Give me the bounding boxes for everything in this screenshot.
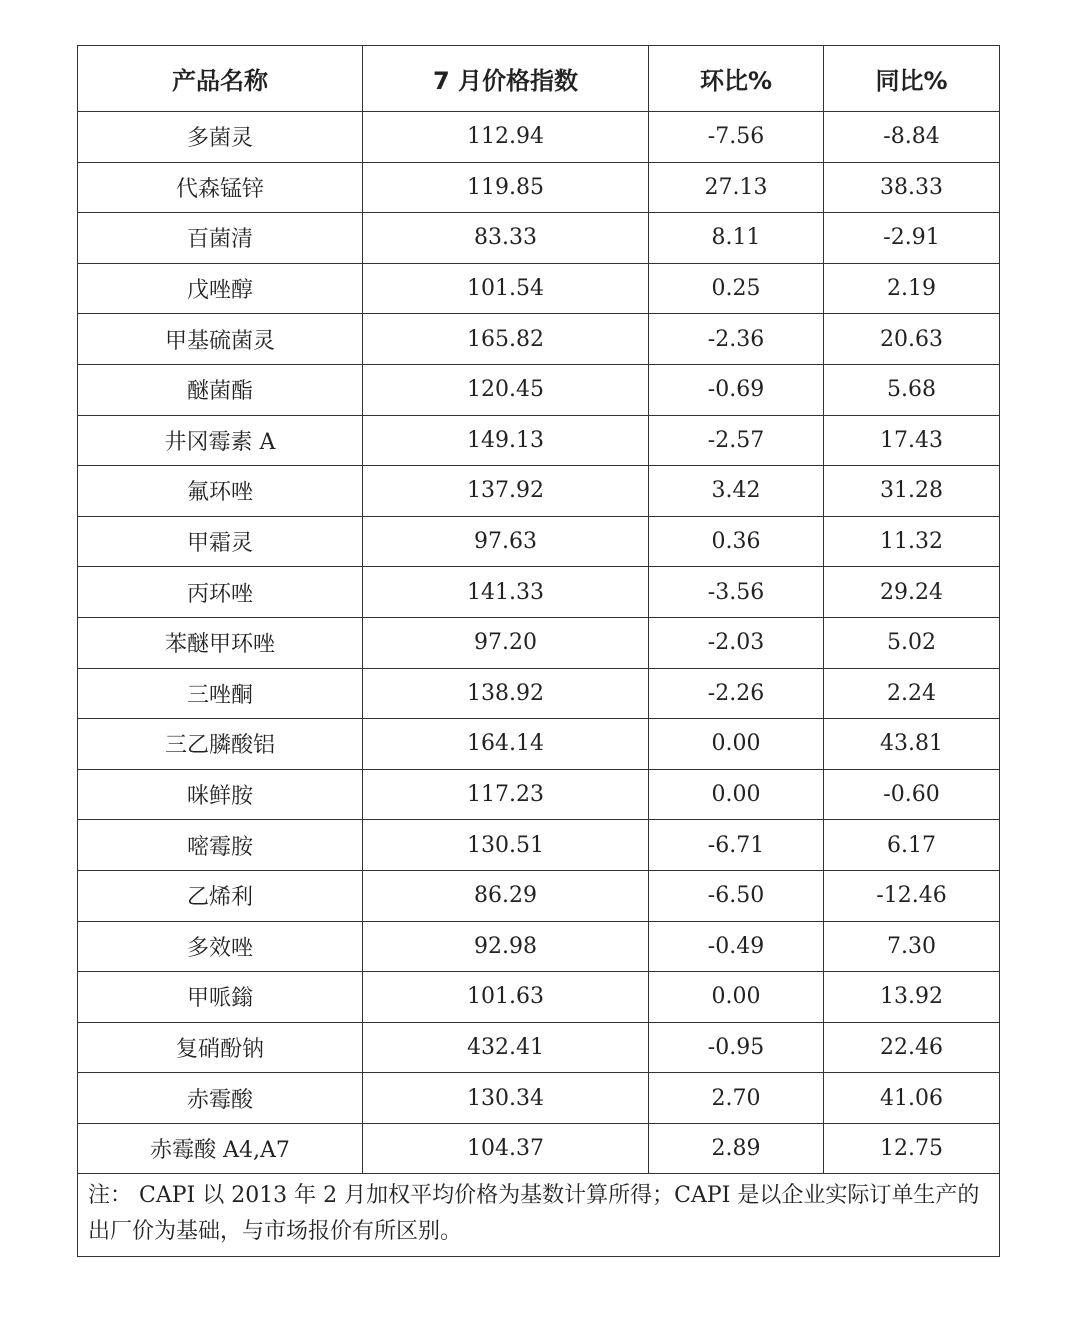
price-index-cell: 165.82 [363, 314, 649, 365]
yoy-change-cell: 12.75 [824, 1123, 1000, 1174]
price-index-cell: 432.41 [363, 1022, 649, 1073]
product-name-cell: 甲霜灵 [78, 516, 363, 567]
product-name-cell: 百菌清 [78, 213, 363, 264]
product-name-cell: 氟环唑 [78, 466, 363, 517]
yoy-change-cell: 29.24 [824, 567, 1000, 618]
price-index-cell: 101.63 [363, 972, 649, 1023]
mom-change-cell: -0.69 [649, 364, 824, 415]
price-index-cell: 164.14 [363, 719, 649, 770]
mom-change-cell: -2.57 [649, 415, 824, 466]
product-name-cell: 甲哌鎓 [78, 972, 363, 1023]
mom-change-cell: -0.95 [649, 1022, 824, 1073]
price-index-cell: 97.63 [363, 516, 649, 567]
mom-change-cell: 3.42 [649, 466, 824, 517]
table-row [78, 1073, 1000, 1124]
price-index-cell: 130.51 [363, 820, 649, 871]
table-row [78, 769, 1000, 820]
product-name-cell: 三乙膦酸铝 [78, 719, 363, 770]
mom-change-cell: 0.00 [649, 769, 824, 820]
table-row [78, 870, 1000, 921]
mom-change-cell: -6.50 [649, 870, 824, 921]
mom-change-cell: 0.25 [649, 263, 824, 314]
table-row [78, 668, 1000, 719]
mom-change-cell: 8.11 [649, 213, 824, 264]
product-name-cell: 赤霉酸 A4,A7 [78, 1123, 363, 1174]
yoy-change-cell: 5.02 [824, 617, 1000, 668]
mom-change-cell: 2.89 [649, 1123, 824, 1174]
yoy-change-cell: 41.06 [824, 1073, 1000, 1124]
yoy-change-cell: -8.84 [824, 112, 1000, 163]
table-body [78, 112, 1000, 1174]
price-index-table [77, 45, 1000, 1257]
header-product-name: 产品名称 [78, 46, 363, 112]
note-row [78, 1174, 1000, 1257]
product-name-cell: 苯醚甲环唑 [78, 617, 363, 668]
mom-change-cell: -2.36 [649, 314, 824, 365]
table-row [78, 112, 1000, 163]
price-index-cell: 149.13 [363, 415, 649, 466]
table-row [78, 162, 1000, 213]
product-name-cell: 丙环唑 [78, 567, 363, 618]
mom-change-cell: 0.36 [649, 516, 824, 567]
table-row [78, 314, 1000, 365]
product-name-cell: 多效唑 [78, 921, 363, 972]
price-index-cell: 86.29 [363, 870, 649, 921]
product-name-cell: 醚菌酯 [78, 364, 363, 415]
table-row [78, 364, 1000, 415]
price-index-cell: 92.98 [363, 921, 649, 972]
mom-change-cell: -2.26 [649, 668, 824, 719]
table-row [78, 719, 1000, 770]
table-row [78, 617, 1000, 668]
yoy-change-cell: 17.43 [824, 415, 1000, 466]
table-row [78, 820, 1000, 871]
yoy-change-cell: 6.17 [824, 820, 1000, 871]
yoy-change-cell: 13.92 [824, 972, 1000, 1023]
yoy-change-cell: 43.81 [824, 719, 1000, 770]
table-row [78, 1022, 1000, 1073]
table-note: 注： CAPI 以 2013 年 2 月加权平均价格为基数计算所得；CAPI 是以企业实际订单生产的出厂价为基础，与市场报价有所区别。 [78, 1174, 1000, 1257]
table-row [78, 263, 1000, 314]
yoy-change-cell: 31.28 [824, 466, 1000, 517]
yoy-change-cell: 5.68 [824, 364, 1000, 415]
yoy-change-cell: -12.46 [824, 870, 1000, 921]
yoy-change-cell: 2.24 [824, 668, 1000, 719]
product-name-cell: 代森锰锌 [78, 162, 363, 213]
mom-change-cell: -7.56 [649, 112, 824, 163]
yoy-change-cell: -2.91 [824, 213, 1000, 264]
price-index-cell: 120.45 [363, 364, 649, 415]
yoy-change-cell: -0.60 [824, 769, 1000, 820]
mom-change-cell: 0.00 [649, 972, 824, 1023]
table-row [78, 213, 1000, 264]
table-row [78, 921, 1000, 972]
table-row [78, 466, 1000, 517]
price-index-cell: 138.92 [363, 668, 649, 719]
table-row [78, 972, 1000, 1023]
price-index-cell: 97.20 [363, 617, 649, 668]
yoy-change-cell: 22.46 [824, 1022, 1000, 1073]
product-name-cell: 三唑酮 [78, 668, 363, 719]
product-name-cell: 井冈霉素 A [78, 415, 363, 466]
product-name-cell: 戊唑醇 [78, 263, 363, 314]
product-name-cell: 多菌灵 [78, 112, 363, 163]
yoy-change-cell: 20.63 [824, 314, 1000, 365]
table-row [78, 567, 1000, 618]
product-name-cell: 嘧霉胺 [78, 820, 363, 871]
price-index-cell: 101.54 [363, 263, 649, 314]
price-index-cell: 83.33 [363, 213, 649, 264]
price-index-cell: 112.94 [363, 112, 649, 163]
product-name-cell: 乙烯利 [78, 870, 363, 921]
mom-change-cell: -0.49 [649, 921, 824, 972]
yoy-change-cell: 11.32 [824, 516, 1000, 567]
price-index-cell: 117.23 [363, 769, 649, 820]
mom-change-cell: 27.13 [649, 162, 824, 213]
yoy-change-cell: 38.33 [824, 162, 1000, 213]
mom-change-cell: -2.03 [649, 617, 824, 668]
product-name-cell: 咪鲜胺 [78, 769, 363, 820]
header-price-index: 7 月价格指数 [363, 46, 649, 112]
header-mom: 环比% [649, 46, 824, 112]
product-name-cell: 复硝酚钠 [78, 1022, 363, 1073]
price-index-cell: 130.34 [363, 1073, 649, 1124]
table-row [78, 516, 1000, 567]
price-index-cell: 141.33 [363, 567, 649, 618]
yoy-change-cell: 2.19 [824, 263, 1000, 314]
table-row [78, 1123, 1000, 1174]
mom-change-cell: 2.70 [649, 1073, 824, 1124]
mom-change-cell: -6.71 [649, 820, 824, 871]
header-yoy: 同比% [824, 46, 1000, 112]
table-row [78, 415, 1000, 466]
yoy-change-cell: 7.30 [824, 921, 1000, 972]
product-name-cell: 甲基硫菌灵 [78, 314, 363, 365]
price-index-cell: 104.37 [363, 1123, 649, 1174]
price-index-cell: 137.92 [363, 466, 649, 517]
mom-change-cell: 0.00 [649, 719, 824, 770]
header-row [78, 46, 1000, 112]
product-name-cell: 赤霉酸 [78, 1073, 363, 1124]
price-index-cell: 119.85 [363, 162, 649, 213]
mom-change-cell: -3.56 [649, 567, 824, 618]
